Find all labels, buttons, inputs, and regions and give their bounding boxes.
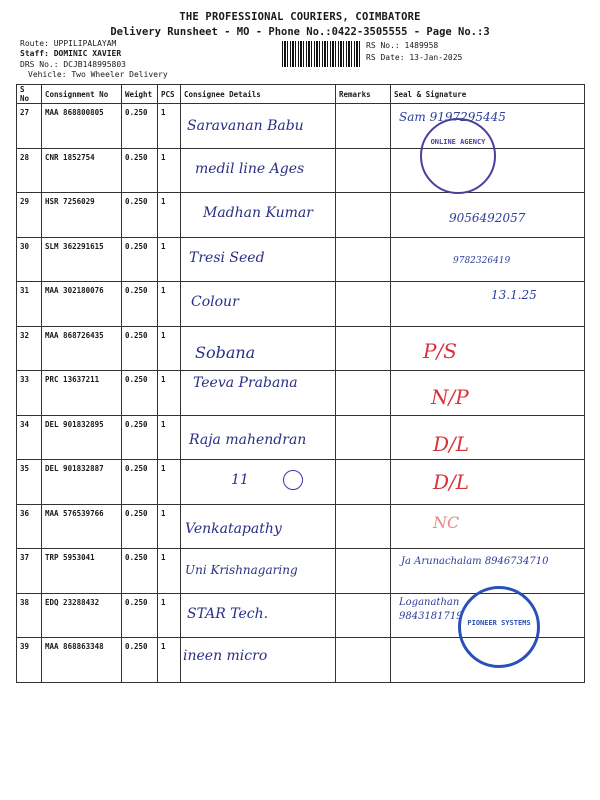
remarks-cell <box>336 282 391 327</box>
pcs: 1 <box>158 460 181 505</box>
signature-handwriting: 9782326419 <box>453 255 511 266</box>
rs-date: RS Date: 13-Jan-2025 <box>366 53 463 62</box>
table-row <box>17 326 585 371</box>
consignment-no: MAA 868800805 <box>42 104 122 149</box>
pcs: 1 <box>158 237 181 282</box>
signature-handwriting: Ja Arunachalam 8946734710 <box>401 556 549 567</box>
weight: 0.250 <box>122 638 158 683</box>
pcs: 1 <box>158 282 181 327</box>
remarks-cell <box>336 504 391 549</box>
sno: 27 <box>17 104 42 149</box>
signature-cell <box>391 193 585 238</box>
table-row <box>17 371 585 416</box>
signature-cell <box>391 371 585 416</box>
route-label: Route: UPPILIPALAYAM <box>20 39 117 48</box>
consignee-cell <box>181 237 336 282</box>
remarks-cell <box>336 104 391 149</box>
consignee-cell <box>181 104 336 149</box>
vehicle-label: Vehicle: Two Wheeler Delivery <box>28 70 168 79</box>
pcs: 1 <box>158 504 181 549</box>
drs-label: DRS No.: DCJB148995803 <box>20 60 126 69</box>
table-row <box>17 282 585 327</box>
remarks-cell <box>336 193 391 238</box>
consignment-no: CNR 1852754 <box>42 148 122 193</box>
signature-cell <box>391 415 585 460</box>
weight: 0.250 <box>122 504 158 549</box>
consignee-handwriting: ineen micro <box>183 648 268 664</box>
consignee-cell <box>181 415 336 460</box>
consignee-handwriting: Saravanan Babu <box>187 118 304 134</box>
barcode <box>282 41 360 67</box>
weight: 0.250 <box>122 282 158 327</box>
circled-mark <box>283 470 303 490</box>
sno: 35 <box>17 460 42 505</box>
consignment-no: PRC 13637211 <box>42 371 122 416</box>
consignee-handwriting: Venkatapathy <box>185 520 282 537</box>
col-pcs: PCS <box>158 85 181 104</box>
signature-handwriting: 9056492057 <box>449 211 526 225</box>
consignee-cell <box>181 460 336 505</box>
weight: 0.250 <box>122 148 158 193</box>
pcs: 1 <box>158 148 181 193</box>
table-row <box>17 237 585 282</box>
remarks-cell <box>336 371 391 416</box>
pcs: 1 <box>158 638 181 683</box>
remarks-cell <box>336 148 391 193</box>
pcs: 1 <box>158 326 181 371</box>
sno: 31 <box>17 282 42 327</box>
runsheet-subtitle: Delivery Runsheet - MO - Phone No.:0422-3505555 - Page No.:3 <box>110 26 490 38</box>
col-sno: S No <box>17 85 42 104</box>
sno: 36 <box>17 504 42 549</box>
consignee-handwriting: Raja mahendran <box>189 431 307 448</box>
remarks-cell <box>336 549 391 594</box>
consignment-no: SLM 362291615 <box>42 237 122 282</box>
weight: 0.250 <box>122 460 158 505</box>
consignee-handwriting: Colour <box>191 294 239 310</box>
col-consignee: Consignee Details <box>181 85 336 104</box>
consignee-cell <box>181 148 336 193</box>
consignee-cell <box>181 593 336 638</box>
weight: 0.250 <box>122 193 158 238</box>
signature-cell <box>391 549 585 594</box>
col-seal-signature: Seal & Signature <box>391 85 585 104</box>
signature-handwriting: Loganathan 9843181719 <box>399 596 463 622</box>
consignee-handwriting: STAR Tech. <box>187 605 269 622</box>
table-row <box>17 193 585 238</box>
sno: 39 <box>17 638 42 683</box>
remarks-cell <box>336 638 391 683</box>
col-remarks: Remarks <box>336 85 391 104</box>
signature-handwriting: 13.1.25 <box>491 288 537 302</box>
signature-handwriting: D/L <box>433 431 470 456</box>
weight: 0.250 <box>122 415 158 460</box>
consignment-no: EDQ 23288432 <box>42 593 122 638</box>
signature-cell <box>391 504 585 549</box>
consignment-no: DEL 901832895 <box>42 415 122 460</box>
pcs: 1 <box>158 193 181 238</box>
remarks-cell <box>336 237 391 282</box>
sno: 30 <box>17 237 42 282</box>
pioneer-stamp: PIONEER SYSTEMS <box>458 586 540 668</box>
consignee-handwriting: Teeva Prabana <box>193 375 298 391</box>
table-row <box>17 460 585 505</box>
remarks-cell <box>336 326 391 371</box>
remarks-cell <box>336 460 391 505</box>
remarks-cell <box>336 415 391 460</box>
weight: 0.250 <box>122 104 158 149</box>
consignee-cell <box>181 326 336 371</box>
table-row <box>17 415 585 460</box>
table-row <box>17 104 585 149</box>
sno: 29 <box>17 193 42 238</box>
consignment-no: MAA 868863348 <box>42 638 122 683</box>
consignee-handwriting: 11 <box>231 472 249 488</box>
pcs: 1 <box>158 549 181 594</box>
consignee-cell <box>181 193 336 238</box>
consignee-cell <box>181 504 336 549</box>
signature-cell <box>391 326 585 371</box>
staff-label: Staff: DOMINIC XAVIER <box>20 49 122 58</box>
sno: 28 <box>17 148 42 193</box>
remarks-cell <box>336 593 391 638</box>
consignee-handwriting: Tresi Seed <box>189 249 265 266</box>
sno: 32 <box>17 326 42 371</box>
table-row <box>17 148 585 193</box>
pcs: 1 <box>158 415 181 460</box>
consignee-cell <box>181 638 336 683</box>
consignee-handwriting: medil line Ages <box>195 160 305 177</box>
consignment-no: TRP 5953041 <box>42 549 122 594</box>
sno: 37 <box>17 549 42 594</box>
consignee-cell <box>181 371 336 416</box>
signature-handwriting: NC <box>433 512 460 532</box>
weight: 0.250 <box>122 237 158 282</box>
consignment-no: HSR 7256029 <box>42 193 122 238</box>
table-row <box>17 504 585 549</box>
consignee-cell <box>181 549 336 594</box>
col-weight: Weight <box>122 85 158 104</box>
weight: 0.250 <box>122 371 158 416</box>
signature-cell <box>391 282 585 327</box>
consignee-cell <box>181 282 336 327</box>
sno: 34 <box>17 415 42 460</box>
consignee-handwriting: Uni Krishnagaring <box>185 563 298 577</box>
signature-handwriting: D/L <box>433 470 470 494</box>
signature-handwriting: Sam 9197295445 <box>399 110 506 124</box>
company-title: THE PROFESSIONAL COURIERS, COIMBATORE <box>179 11 421 23</box>
pcs: 1 <box>158 371 181 416</box>
consignment-no: MAA 868726435 <box>42 326 122 371</box>
sno: 38 <box>17 593 42 638</box>
consignee-handwriting: Madhan Kumar <box>203 205 313 221</box>
signature-handwriting: N/P <box>431 385 469 409</box>
weight: 0.250 <box>122 549 158 594</box>
signature-handwriting: P/S <box>423 338 457 363</box>
consignee-handwriting: Sobana <box>195 342 256 362</box>
weight: 0.250 <box>122 326 158 371</box>
rs-number: RS No.: 1489958 <box>366 41 439 50</box>
sno: 33 <box>17 371 42 416</box>
table-header-row <box>17 85 585 104</box>
consignment-no: MAA 576539766 <box>42 504 122 549</box>
agency-stamp: ONLINE AGENCY <box>420 118 496 194</box>
pcs: 1 <box>158 104 181 149</box>
weight: 0.250 <box>122 593 158 638</box>
pcs: 1 <box>158 593 181 638</box>
col-consignment: Consignment No <box>42 85 122 104</box>
signature-cell <box>391 237 585 282</box>
signature-cell <box>391 460 585 505</box>
consignment-no: DEL 901832887 <box>42 460 122 505</box>
consignment-no: MAA 302180076 <box>42 282 122 327</box>
